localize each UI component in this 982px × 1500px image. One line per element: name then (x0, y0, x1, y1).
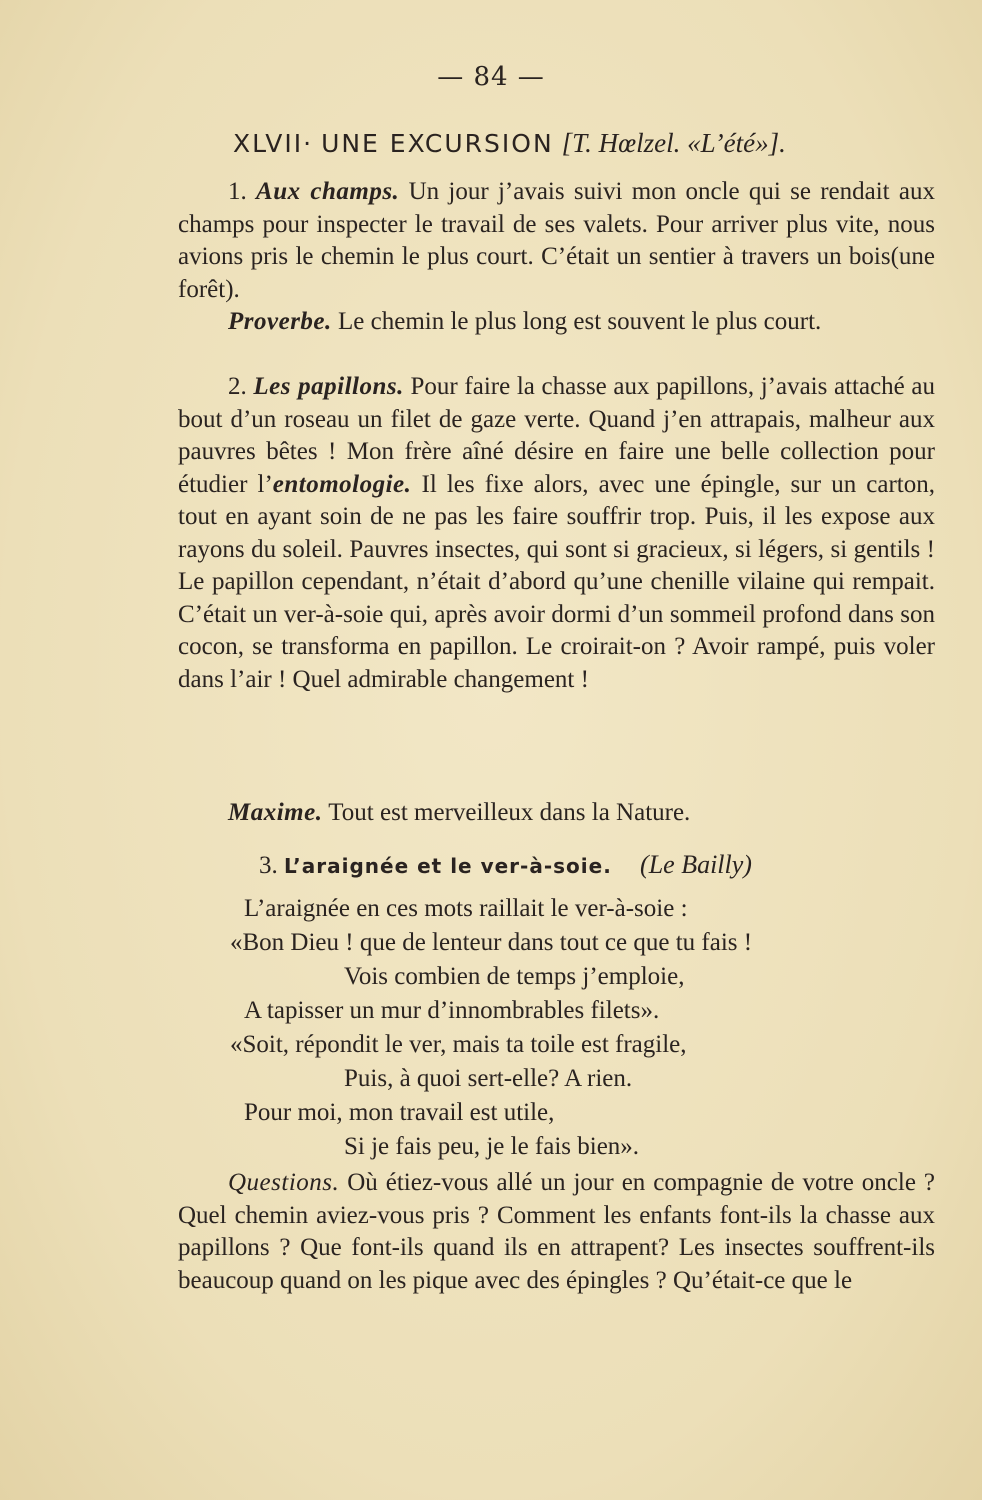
section-text: Un jour j’avais suivi mon oncle qui se rendait aux champs pour inspecter le travail de ses valets. Pour arriver plus vite, nous avions pris le chemin le plus court. C’était un sentier à travers un bois(une forêt). (178, 178, 935, 303)
proverb-text: Le chemin le plus long est souvent le plus court. (338, 308, 822, 335)
proverb-label: Proverbe. (228, 308, 332, 335)
poem-number: 3. (259, 852, 278, 879)
maxim (178, 797, 935, 830)
poem-line: Si je fais peu, je le fais bien». (344, 1133, 640, 1160)
poem-heading (259, 850, 752, 880)
maxim-text: Tout est merveilleux dans la Nature. (328, 799, 691, 826)
questions (178, 1167, 935, 1297)
chapter-name: UNE EXCURSION (321, 129, 554, 158)
chapter-source: [T. Hœlzel. «L’été»]. (561, 128, 786, 158)
proverb (178, 306, 935, 339)
section-label: Les papillons. (253, 373, 404, 400)
poem-line: Pour moi, mon travail est utile, (244, 1099, 555, 1126)
section-text-part2: Il les fixe alors, avec une épingle, sur un carton, tout en ayant soin de ne pas les faire souffrir trop. Puis, il les expose aux rayons du soleil. Pauvres insectes, qui sont si gracieux, si légers, si gentils ! Le papillon cependant, n’était d’abord qu’une chenille vilaine qui rempait. C’était un ver-à-soie qui, après avoir dormi d’un sommeil profond dans son cocon, se transforma en papillon. Le croirait-on ? Avoir rampé, puis voler dans l’air ! Quel admirable changement ! (178, 470, 935, 693)
poem-line: «Soit, répondit le ver, mais ta toile est fragile, (230, 1031, 687, 1058)
page-number: — 84 — (437, 62, 545, 92)
maxim-label: Maxime. (228, 799, 323, 826)
poem-line: Vois combien de temps j’emploie, (344, 963, 685, 990)
section-text-part1: Pour faire la chasse aux papillons, j’avais attaché au bout d’un roseau un filet de gaze verte. Quand j’en attrapais, malheur aux pauvres bêtes ! Mon frère aîné désire en faire une belle collection pour étudier l’ (178, 373, 936, 498)
poem-author: (Le Bailly) (640, 850, 752, 879)
chapter-title (233, 128, 933, 159)
poem-line: A tapisser un mur d’innombrables filets». (244, 997, 660, 1024)
questions-label: Questions. (228, 1169, 340, 1196)
chapter-number: XLVII· (233, 129, 314, 158)
section-papillons (178, 371, 935, 696)
questions-text: Où étiez-vous allé un jour en compagnie de votre oncle ? Quel chemin aviez-vous pris ? Comment les enfants font-ils la chasse aux papillons ? Que font-ils quand ils en attrapent? Les insectes souffrent-ils beaucoup quand on les pique avec des épingles ? Qu’était-ce que le (178, 1169, 935, 1294)
section-aux-champs (178, 176, 935, 306)
section-number: 2. (228, 373, 247, 400)
poem-line: Puis, à quoi sert-elle? A rien. (344, 1065, 633, 1092)
entomologie-word: entomologie. (272, 470, 412, 498)
section-label: Aux champs. (256, 178, 400, 205)
section-number: 1. (228, 178, 247, 205)
poem-title: L’araignée et le ver-à-soie. (284, 854, 612, 878)
poem-line: «Bon Dieu ! que de lenteur dans tout ce que tu fais ! (230, 929, 753, 956)
poem-line: L’araignée en ces mots raillait le ver-à-soie : (244, 895, 688, 922)
